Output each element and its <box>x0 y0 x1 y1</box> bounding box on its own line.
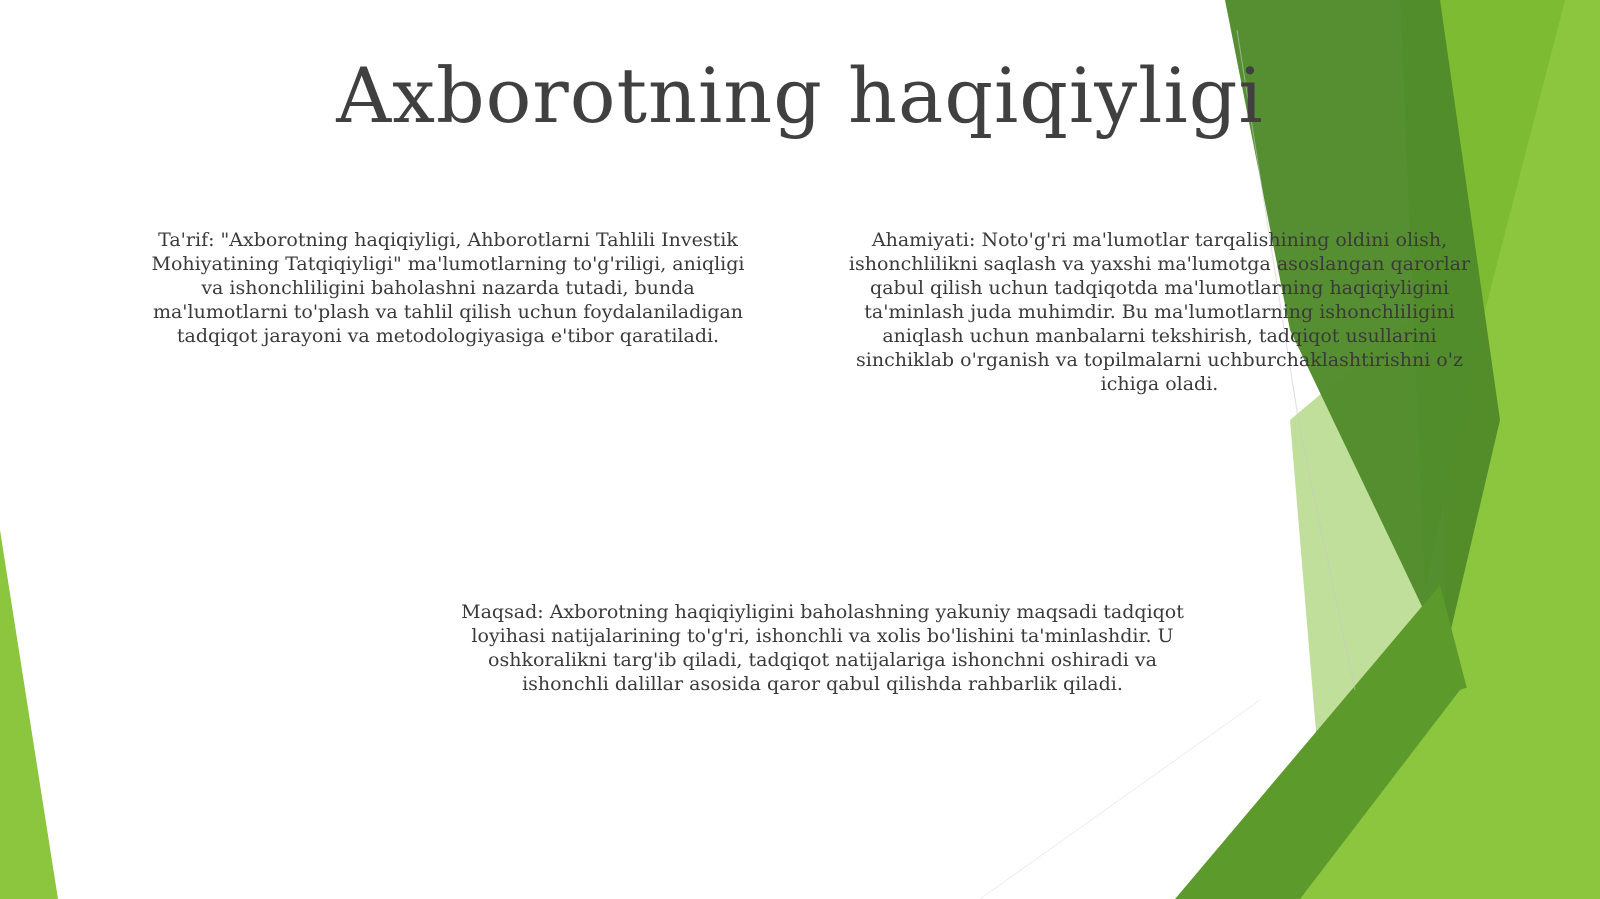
left-green-sliver <box>0 530 58 899</box>
importance-text: Ahamiyati: Noto'g'ri ma'lumotlar tarqalishining oldini olish, ishonchlilikni saqlash va yaxshi ma'lumotga asoslangan qarorlar qabul qilish uchun tadqiqotda ma'lumotlarning haqiqiyligini ta'minlash juda muhimdir. Bu ma'lumotlarning ishonchliligini aniqlash uchun manbalarni tekshirish, tadqiqot usullarini sinchiklab o'rganish va topilmalarni uchburchaklashtirishni o'z ichiga oladi. <box>848 229 1471 395</box>
goal-text: Maqsad: Axborotning haqiqiyligini baholashning yakuniy maqsadi tadqiqot loyihasi natijalarining to'g'ri, ishonchli va xolis bo'lishini ta'minlashdir. U oshkoralikni targ'ib qiladi, tadqiqot natijalariga ishonchni oshiradi va ishonchli dalillar asosida qaror qabul qilishda rahbarlik qiladi. <box>461 601 1184 695</box>
slide-title: Axborotning haqiqiyligi <box>336 51 1264 140</box>
definition-text: Ta'rif: "Axborotning haqiqiyligi, Ahborotlarni Tahlili Investik Mohiyatining Tatqiqiyligi" ma'lumotlarning to'g'riligi, aniqligi va ishonchliligini baholashni nazarda tutadi, bunda ma'lumotlarni to'plash va tahlil qilish uchun foydalaniladigan tadqiqot jarayoni va metodologiyasiga e'tibor qaratiladi. <box>151 229 745 347</box>
